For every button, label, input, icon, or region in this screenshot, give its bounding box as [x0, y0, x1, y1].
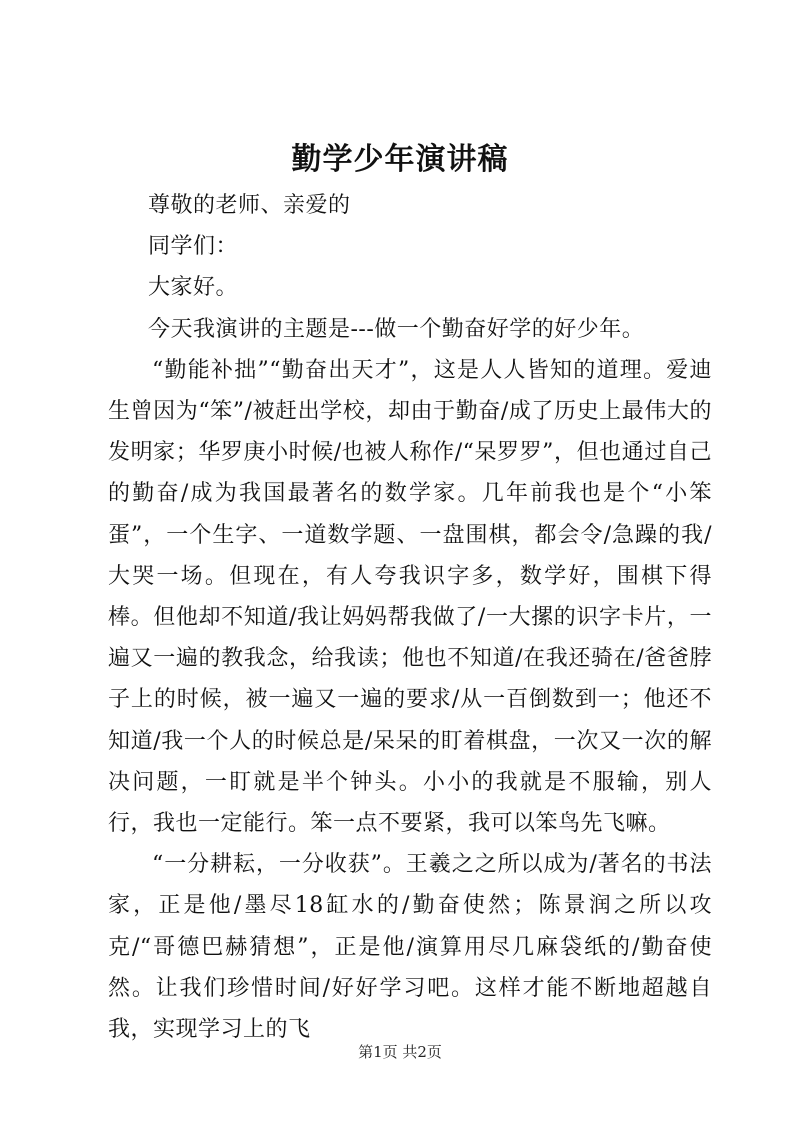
greeting-line-2: 同学们：: [148, 234, 239, 260]
greeting-line-3: 大家好。: [148, 275, 239, 301]
page-footer: 第1页 共2页: [358, 1043, 442, 1061]
body-paragraph-2: “一分耕耘，一分收获”。王羲之之所以成为/著名的书法家，正是他/墨尽18缸水的/勤奋使然；陈景润之所以攻克/“哥德巴赫猜想”，正是他/演算用尽几麻袋纸的/勤奋使然。让我们珍惜时间/好好学习吧。这样才能不断地超越自我，实现学习上的飞: [108, 852, 712, 1043]
greeting-line-1: 尊敬的老师、亲爱的: [148, 193, 351, 218]
body-paragraph-1: “勤能补拙”“勤奋出天才”，这是人人皆知的道理。爱迪生曾因为“笨”/被赶出学校，却由于勤奋/成了历史上最伟大的发明家；华罗庚小时候/也被人称作/“呆罗罗”，但也通过自己的勤奋/成为我国最著名的数学家。几年前我也是个“小笨蛋”，一个生字、一道数学题、一盘围棋，都会令/急躁的我/大哭一场。但现在，有人夸我识字多，数学好，围棋下得棒。但他却不知道/我让妈妈帮我做了/一大摞的识字卡片，一遍又一遍的教我念，给我读；他也不知道/在我还骑在/爸爸脖子上的时候，被一遍又一遍的要求/从一百倒数到一；他还不知道/我一个人的时候总是/呆呆的盯着棋盘，一次又一次的解决问题，一盯就是半个钟头。小小的我就是不服输，别人行，我也一定能行。笨一点不要紧，我可以笨鸟先飞嘛。: [108, 357, 712, 837]
topic-paragraph: 今天我演讲的主题是---做一个勤奋好学的好少年。: [148, 316, 645, 342]
document-body: [108, 185, 712, 1050]
document-title: 勤学少年演讲稿: [291, 142, 509, 177]
